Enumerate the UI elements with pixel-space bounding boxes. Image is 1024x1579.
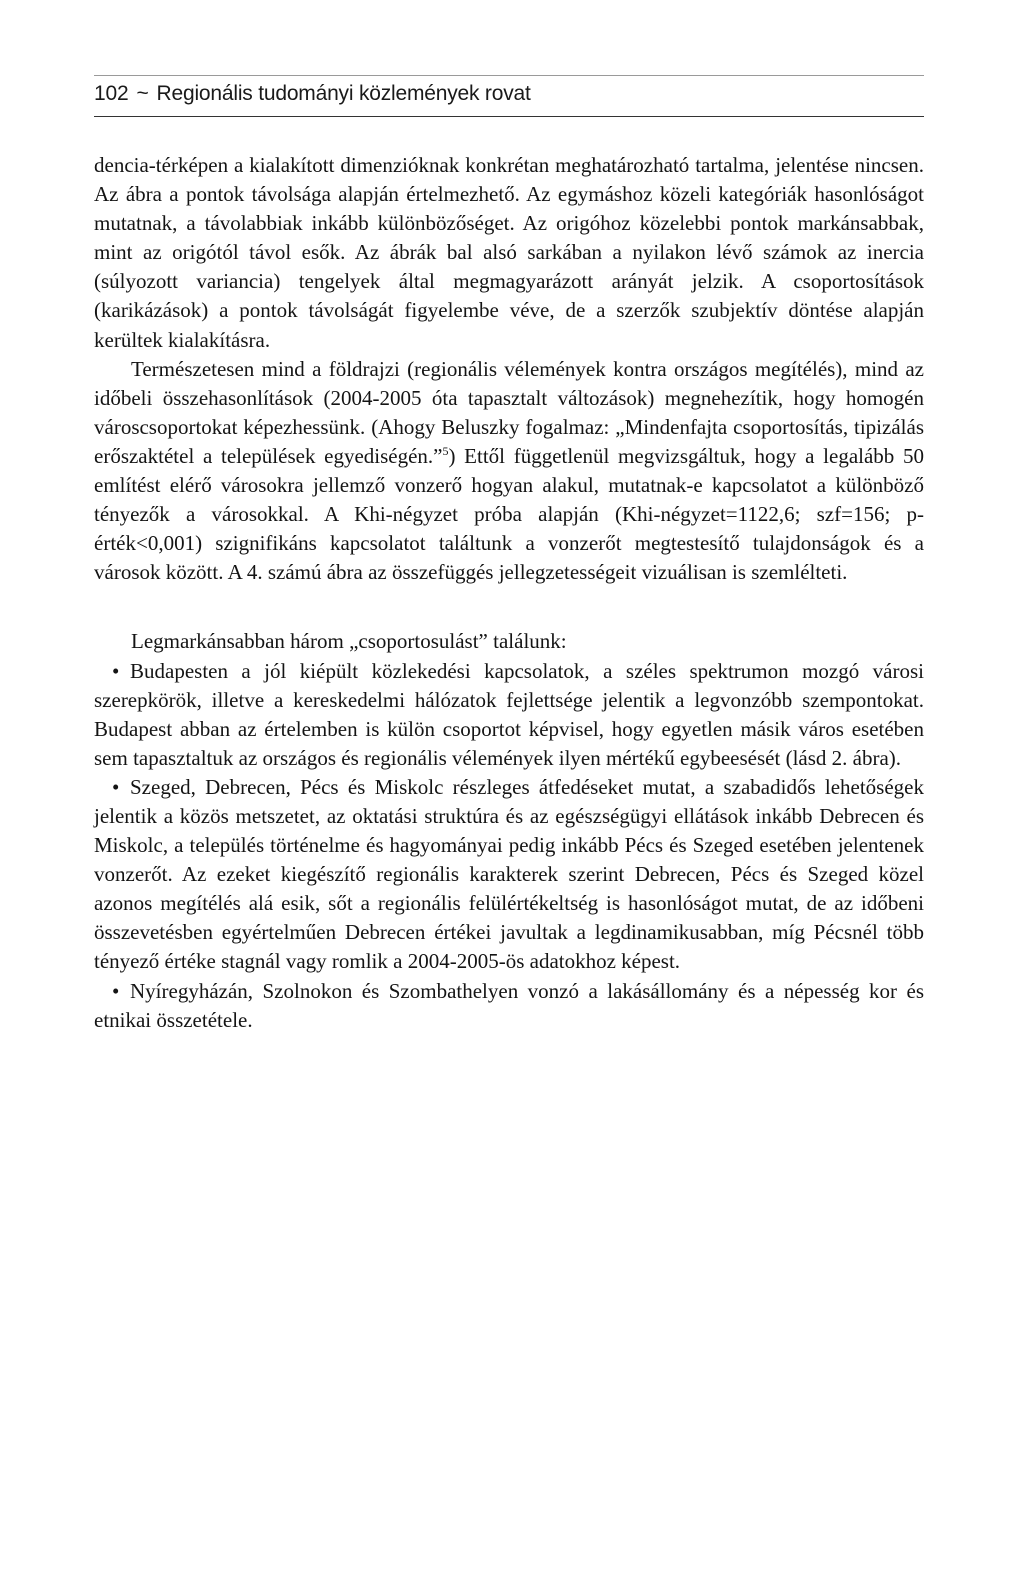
list-item: [94, 977, 924, 1035]
list-item: [94, 773, 924, 977]
paragraph-continuation: dencia-térképen a kialakított dimenzióknak konkrétan meghatározható tartalma, jelentése nincsen. Az ábra a pontok távolsága alapján értelmezhető. Az egymáshoz közeli kategóriák hasonlóságot mutatnak, a távolabbiak inkább különbözőséget. Az origóhoz közelebbi pontok markánsabbak, mint az origótól távol esők. Az ábrák bal alsó sarkában a nyilakon lévő számok az inercia (súlyozott variancia) tengelyek által megmagyarázott arányát jelzik. A csoportosítások (karikázások) a pontok távolságát figyelembe véve, de a szerzők szubjektív döntése alapján kerültek kialakításra.: [94, 153, 924, 352]
running-header: [94, 76, 924, 117]
bullet-icon: •: [112, 658, 120, 683]
document-page: [94, 76, 924, 1035]
page-number: 102: [94, 82, 129, 105]
paragraph-comparison-text: Természetesen mind a földrajzi (regionális vélemények kontra országos megítélés), mind az időbeli összehasonlítások (2004-2005 óta tapasztalt változások) megnehezítik, hogy homogén városcsoportokat képezhessünk. (Ahogy Beluszky fogalmaz: „Mindenfajta csoportosítás, tipizálás erőszaktétel a települések egyediségén.”: [94, 356, 924, 468]
header-text: [94, 82, 531, 106]
list-item-text: Szeged, Debrecen, Pécs és Miskolc részleges átfedéseket mutat, a szabadidős lehetőségek jelentik a közös metszetet, az oktatási struktúra és az egészségügyi ellátások inkább Debrecen és Miskolc, a település történelme és hagyományai pedig inkább Pécs és Szeged esetében jelentenek vonzerőt. Az ezeket kiegészítő regionális karakterek szerint Debrecen, Pécs és Szeged közel azonos megítélés alá esik, sőt a regionális felülértékeltség is hasonlóságot mutat, de az időbeni összevetésben egyértelműen Debrecen értékei javultak a legdinamikusabban, míg Pécsnél több tényező értéke stagnál vagy romlik a 2004-2005-ös adatokhoz képest.: [94, 774, 924, 974]
paragraph-comparison: [94, 355, 924, 588]
header-top-rule: [94, 75, 924, 76]
list-item-text: Budapesten a jól kiépült közlekedési kapcsolatok, a széles spektrumon mozgó városi szerepkörök, illetve a kereskedelmi hálózatok fejlettsége jelentik a legvonzóbb szempontokat. Budapest abban az értelemben is külön csoportot képvisel, hogy egyetlen másik város esetében sem tapasztaltuk az országos és regionális vélemények ilyen mértékű egybeesését (lásd 2. ábra).: [94, 658, 924, 770]
body-text: [94, 151, 924, 1035]
list-item-text: Nyíregyházán, Szolnokon és Szombathelyen vonzó a lakásállomány és a népesség kor és etnikai összetétele.: [94, 978, 924, 1032]
header-separator: ~: [136, 82, 149, 105]
bullet-icon: •: [112, 774, 120, 799]
running-title: Regionális tudományi közlemények rovat: [156, 82, 531, 105]
list-item: [94, 657, 924, 773]
bullet-icon: •: [112, 978, 120, 1003]
footnote-reference: 5: [442, 443, 449, 458]
paragraph-groupings-intro: Legmarkánsabban három „csoportosulást” találunk:: [131, 629, 567, 654]
paragraph-comparison-text-cont: ) Ettől függetlenül megvizsgáltuk, hogy a legalább 50 említést elérő városokra jellemző vonzerő hogyan alakul, mutatnak-e kapcsolatot a különböző tényezők a városokkal. A Khi-négyzet próba alapján (Khi-négyzet=1122,6; szf=156; p-érték<0,001) szignifikáns kapcsolatot találtunk a vonzerőt megtestesítő tulajdonságok és a városok között. A 4. számú ábra az összefüggés jellegzetességeit vizuálisan is szemlélteti.: [94, 443, 924, 585]
